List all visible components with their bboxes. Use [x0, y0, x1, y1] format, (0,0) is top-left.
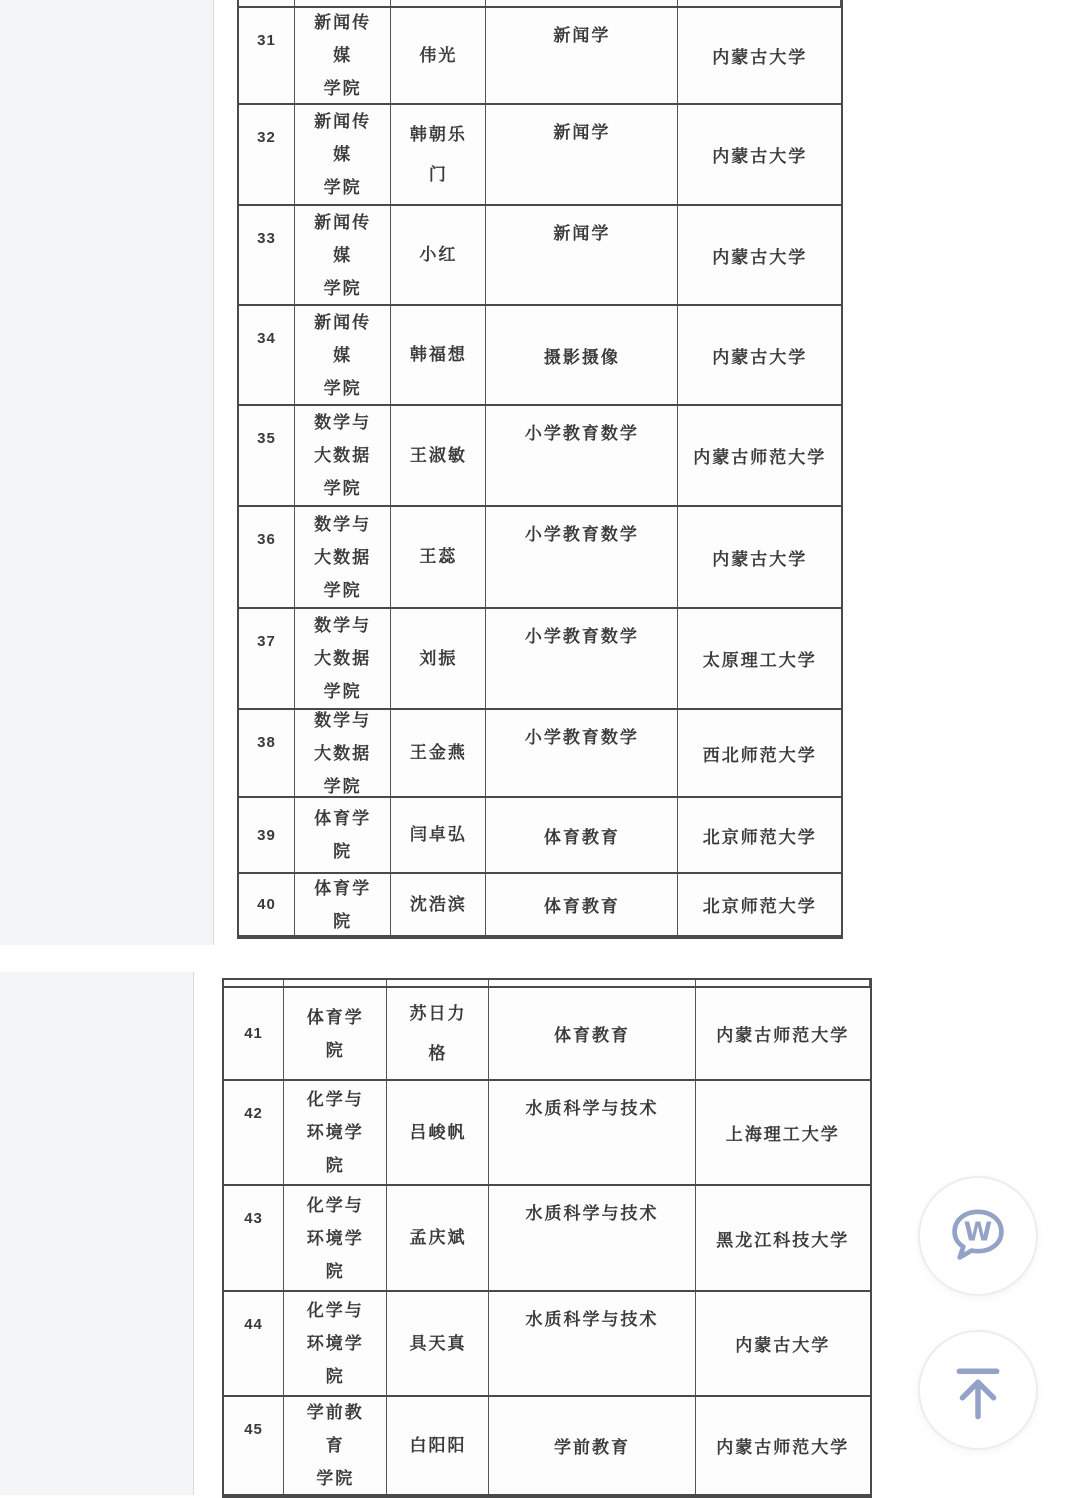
cell-college	[295, 105, 391, 204]
cell-major	[489, 1292, 695, 1395]
university-text: 内蒙古大学	[712, 247, 808, 267]
major-text: 新闻学	[553, 26, 611, 45]
cell-text-line: 学院	[323, 776, 362, 796]
back-to-top-button[interactable]	[918, 1330, 1038, 1450]
cell-text-line: 学院	[316, 1469, 355, 1488]
cell-major	[486, 8, 678, 103]
cell-college	[295, 798, 391, 872]
row-number: 34	[257, 330, 276, 347]
cell-text-line: 育	[325, 1436, 345, 1455]
cell-row-number	[239, 507, 295, 607]
cell-text-line: 大数据	[314, 743, 372, 763]
cell-text-line: 学院	[323, 682, 362, 701]
cell-university	[696, 1081, 870, 1184]
cell-text-line: 大数据	[314, 446, 372, 465]
cell-university	[678, 798, 841, 872]
major-text: 新闻学	[553, 123, 611, 142]
cell-row-number	[239, 8, 295, 103]
cell-text-line: 沈浩滨	[409, 894, 467, 914]
table-row	[239, 609, 841, 710]
cell-text-line: 环境学	[306, 1334, 364, 1353]
university-text: 内蒙古师范大学	[716, 1026, 850, 1045]
cell-college	[295, 609, 391, 708]
cell-text-line: 数学与	[314, 413, 372, 432]
row-number: 33	[257, 230, 276, 247]
scan-left-margin	[0, 972, 194, 1495]
cut-off-row	[224, 980, 870, 988]
cell-university	[678, 507, 841, 607]
cell-student-name	[387, 1186, 489, 1290]
cell-text-line: 学院	[323, 278, 362, 298]
cell-college	[284, 1292, 387, 1395]
cell-text-line: 格	[428, 1043, 448, 1063]
row-number: 31	[257, 32, 276, 49]
cell-college	[295, 406, 391, 505]
cell-major	[486, 206, 678, 304]
cell-text-line: 环境学	[306, 1228, 364, 1248]
cell-text-line: 媒	[333, 46, 353, 65]
arrow-up-to-top-icon	[939, 1351, 1017, 1429]
major-text: 小学教育数学	[524, 728, 639, 747]
cell-student-name	[391, 306, 486, 404]
cell-student-name	[391, 798, 486, 872]
cell-text-line: 韩朝乐	[409, 124, 467, 144]
cut-off-row	[239, 0, 841, 8]
row-number: 38	[257, 734, 276, 751]
cell-text-line: 媒	[333, 345, 353, 365]
major-text: 体育教育	[543, 897, 620, 916]
university-text: 上海理工大学	[725, 1125, 840, 1144]
cell-text-line: 数学与	[314, 514, 372, 534]
cell-text-line: 王蕊	[419, 547, 458, 566]
cell-college	[284, 1397, 387, 1494]
cell-student-name	[391, 874, 486, 935]
cell-text-line: 学院	[323, 479, 362, 498]
cell-text-line: 具天真	[409, 1333, 467, 1353]
cell-text-line: 门	[428, 164, 448, 184]
major-text: 小学教育数学	[524, 627, 639, 646]
cell-major	[486, 507, 678, 607]
cell-text-line: 学院	[323, 580, 362, 600]
university-text: 内蒙古大学	[712, 48, 808, 67]
cell-major	[489, 1081, 695, 1184]
cell-student-name	[391, 206, 486, 304]
university-text: 内蒙古师范大学	[716, 1438, 850, 1457]
table-row	[224, 1186, 870, 1292]
cell-major	[489, 988, 695, 1079]
cell-text-line: 吕峻帆	[409, 1122, 467, 1142]
major-text: 小学教育数学	[524, 525, 639, 544]
cell-text-line: 王淑敏	[409, 445, 467, 465]
major-text: 体育教育	[554, 1026, 631, 1045]
cell-university	[678, 306, 841, 404]
cell-university	[678, 874, 841, 935]
cell-row-number	[224, 1397, 284, 1494]
cell-text-line: 院	[325, 1367, 345, 1386]
university-text: 黑龙江科技大学	[716, 1230, 850, 1250]
table-row	[239, 798, 841, 874]
table-row	[239, 406, 841, 507]
major-text: 新闻学	[553, 224, 611, 243]
cell-student-name	[387, 1397, 489, 1494]
table-row	[239, 306, 841, 406]
cell-text-line: 大数据	[314, 649, 372, 668]
major-text: 水质科学与技术	[525, 1204, 659, 1223]
cell-college	[295, 507, 391, 607]
table-row	[239, 710, 841, 798]
comment-button[interactable]	[918, 1176, 1038, 1296]
cell-row-number	[239, 306, 295, 404]
row-number: 32	[257, 129, 276, 146]
cell-college	[284, 988, 387, 1079]
cell-row-number	[224, 1186, 284, 1290]
cell-student-name	[391, 507, 486, 607]
cell-major	[486, 609, 678, 708]
cell-text-line: 新闻传	[314, 112, 372, 131]
cell-college	[284, 1081, 387, 1184]
table-row	[239, 507, 841, 609]
university-text: 内蒙古大学	[712, 147, 808, 166]
cell-student-name	[391, 710, 486, 796]
row-number: 39	[257, 826, 276, 844]
cell-text-line: 媒	[333, 245, 353, 265]
cell-text-line: 伟光	[419, 45, 458, 65]
cell-text-line: 小红	[419, 245, 458, 264]
university-text: 内蒙古大学	[712, 549, 808, 569]
cell-text-line: 环境学	[306, 1123, 364, 1142]
cell-student-name	[391, 105, 486, 204]
cell-text-line: 院	[333, 842, 353, 861]
cell-major	[486, 105, 678, 204]
cell-text-line: 新闻传	[314, 312, 372, 332]
cell-text-line: 学院	[323, 378, 362, 398]
cell-text-line: 白阳阳	[409, 1435, 467, 1455]
major-text: 学前教育	[554, 1438, 631, 1457]
table-row	[224, 988, 870, 1081]
cell-text-line: 新闻传	[314, 13, 372, 32]
university-text: 内蒙古师范大学	[693, 448, 827, 467]
cell-college	[295, 306, 391, 404]
cell-major	[486, 406, 678, 505]
cell-text-line: 媒	[333, 145, 353, 164]
major-text: 小学教育数学	[524, 424, 639, 443]
row-number: 45	[244, 1421, 263, 1438]
row-number: 42	[244, 1105, 263, 1122]
chat-bubble-w-icon	[939, 1197, 1017, 1275]
cell-text-line: 数学与	[314, 710, 372, 730]
table-row	[239, 8, 841, 105]
major-text: 体育教育	[543, 827, 620, 847]
university-text: 太原理工大学	[702, 651, 817, 670]
cell-text-line: 闫卓弘	[409, 825, 467, 844]
comment-letter: W	[963, 1217, 993, 1248]
cell-university	[696, 988, 870, 1079]
cell-university	[678, 710, 841, 796]
major-text: 水质科学与技术	[525, 1310, 659, 1329]
cell-major	[486, 306, 678, 404]
cell-row-number	[239, 798, 295, 872]
cell-text-line: 体育学	[314, 878, 372, 898]
university-text: 内蒙古大学	[735, 1336, 831, 1355]
cell-student-name	[391, 8, 486, 103]
cell-text-line: 王金燕	[409, 743, 467, 762]
cell-college	[295, 206, 391, 304]
cell-row-number	[239, 609, 295, 708]
cell-college	[295, 710, 391, 796]
cell-text-line: 体育学	[306, 1007, 364, 1027]
cell-text-line: 化学与	[306, 1301, 364, 1320]
major-text: 摄影摄像	[543, 347, 620, 367]
row-number: 40	[257, 896, 276, 913]
cell-university	[678, 406, 841, 505]
cell-major	[489, 1186, 695, 1290]
cell-row-number	[224, 988, 284, 1079]
cell-text-line: 数学与	[314, 616, 372, 635]
table-row	[224, 1081, 870, 1186]
cell-university	[696, 1292, 870, 1395]
university-text: 内蒙古大学	[712, 347, 808, 367]
table-row	[239, 874, 841, 937]
cell-text-line: 化学与	[306, 1090, 364, 1109]
cell-text-line: 院	[325, 1261, 345, 1281]
scan-left-margin	[0, 0, 214, 945]
cell-major	[489, 1397, 695, 1494]
cell-major	[486, 874, 678, 935]
table-row	[239, 206, 841, 306]
cell-university	[696, 1397, 870, 1494]
table-row	[239, 105, 841, 206]
cell-text-line: 韩福想	[409, 345, 467, 364]
cell-student-name	[387, 988, 489, 1079]
row-number: 37	[257, 633, 276, 650]
cell-university	[678, 105, 841, 204]
cell-college	[295, 874, 391, 935]
cell-text-line: 学院	[323, 79, 362, 98]
table-row	[224, 1292, 870, 1397]
cell-student-name	[387, 1292, 489, 1395]
cell-text-line: 体育学	[314, 809, 372, 828]
major-text: 水质科学与技术	[525, 1099, 659, 1118]
cell-student-name	[391, 609, 486, 708]
cell-text-line: 新闻传	[314, 212, 372, 232]
cell-text-line: 孟庆斌	[409, 1228, 467, 1247]
cell-row-number	[239, 874, 295, 935]
cell-major	[486, 798, 678, 872]
row-number: 44	[244, 1316, 263, 1333]
university-text: 北京师范大学	[702, 827, 817, 847]
admission-table-rows-41-45	[222, 978, 872, 1498]
cell-university	[678, 609, 841, 708]
cell-text-line: 院	[325, 1040, 345, 1060]
cell-text-line: 化学与	[306, 1195, 364, 1215]
row-number: 43	[244, 1210, 263, 1227]
cell-row-number	[239, 406, 295, 505]
cell-text-line: 学院	[323, 178, 362, 197]
cell-row-number	[239, 105, 295, 204]
cell-row-number	[224, 1081, 284, 1184]
admission-table-rows-31-40	[237, 0, 843, 939]
university-text: 西北师范大学	[702, 745, 817, 765]
cell-college	[284, 1186, 387, 1290]
cell-major	[486, 710, 678, 796]
cell-university	[678, 206, 841, 304]
cell-text-line: 院	[333, 911, 353, 931]
cell-university	[678, 8, 841, 103]
cell-text-line: 大数据	[314, 547, 372, 567]
cell-text-line: 刘振	[419, 648, 458, 668]
row-number: 41	[244, 1025, 263, 1042]
cell-text-line: 院	[325, 1156, 345, 1175]
cell-college	[295, 8, 391, 103]
cell-row-number	[224, 1292, 284, 1395]
cell-row-number	[239, 206, 295, 304]
cell-text-line: 学前教	[306, 1403, 364, 1422]
cell-student-name	[387, 1081, 489, 1184]
table-row	[224, 1397, 870, 1496]
cell-student-name	[391, 406, 486, 505]
university-text: 北京师范大学	[702, 897, 817, 916]
row-number: 36	[257, 531, 276, 548]
cell-text-line: 苏日力	[409, 1003, 467, 1023]
cell-row-number	[239, 710, 295, 796]
row-number: 35	[257, 430, 276, 447]
cell-university	[696, 1186, 870, 1290]
